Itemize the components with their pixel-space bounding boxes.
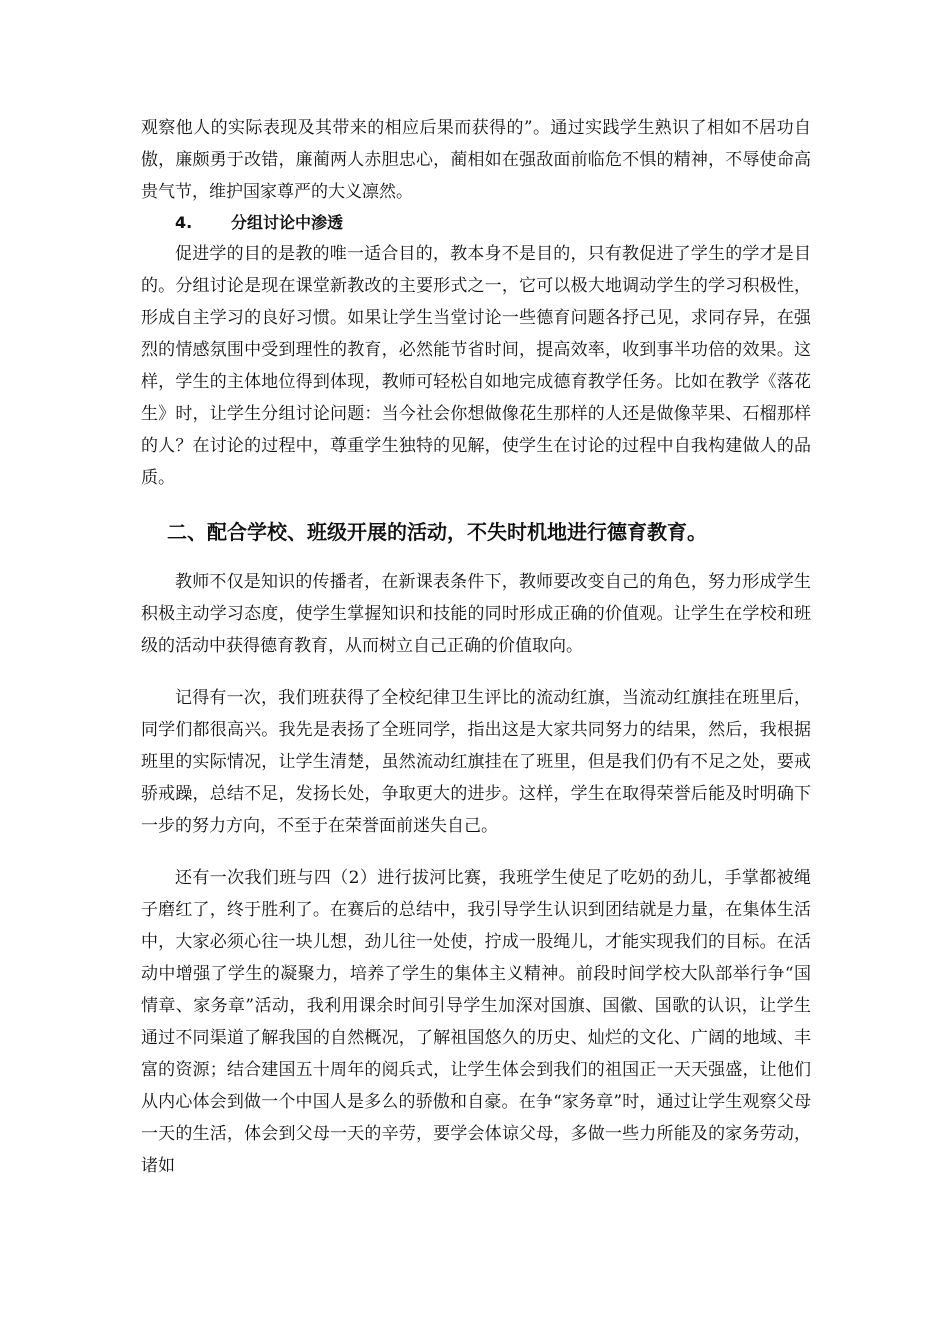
subsection-title: 分组讨论中渗透 [231, 213, 344, 232]
intro-paragraph: 观察他人的实际表现及其带来的相应后果而获得的”。通过实践学生熟识了相如不居功自傲，廉颇勇于改错，廉蔺两人赤胆忠心，蔺相如在强敌面前临危不惧的精神，不辱使命高贵气节，维护国家尊严的大义凛然。 [141, 118, 811, 202]
subsection-number: 4. [175, 213, 193, 232]
subsection-heading [141, 208, 811, 238]
subsection-paragraph: 促进学的目的是教的唯一适合目的，教本身不是目的，只有教促进了学生的学才是目的。分组讨论是现在课堂新教改的主要形式之一，它可以极大地调动学生的学习积极性，形成自主学习的良好习惯。如果让学生当堂讨论一些德育问题各抒己见，求同存异，在强烈的情感氛围中受到理性的教育，必然能节省时间，提高效率，收到事半功倍的效果。这样，学生的主体地位得到体现，教师可轻松自如地完成德育教学任务。比如在教学《落花生》时，让学生分组讨论问题：当今社会你想做像花生那样的人还是做像苹果、石榴那样的人？在讨论的过程中，尊重学生独特的见解，使学生在讨论的过程中自我构建做人的品质。 [141, 244, 811, 488]
section-paragraph-3: 还有一次我们班与四（2）进行拔河比赛，我班学生使足了吃奶的劲儿，手掌都被绳子磨红了，终于胜利了。在赛后的总结中，我引导学生认识到团结就是力量，在集体生活中，大家必须心往一块儿想，劲儿往一处使，拧成一股绳儿，才能实现我们的目标。在活动中增强了学生的凝聚力，培养了学生的集体主义精神。前段时间学校大队部举行争“国情章、家务章”活动，我利用课余时间引导学生加深对国旗、国徽、国歌的认识，让学生通过不同渠道了解我国的自然概况，了解祖国悠久的历史、灿烂的文化、广阔的地域、丰富的资源；结合建国五十周年的阅兵式，让学生体会到我们的祖国正一天天强盛，让他们从内心体会到做一个中国人是多么的骄傲和自豪。在争“家务章”时，通过让学生观察父母一天的生活，体会到父母一天的辛劳，要学会体谅父母，多做一些力所能及的家务劳动，诸如 [141, 868, 811, 1176]
section-heading: 二、配合学校、班级开展的活动，不失时机地进行德育教育。 [167, 520, 707, 544]
document-body [141, 112, 811, 1182]
section-paragraph-2: 记得有一次，我们班获得了全校纪律卫生评比的流动红旗，当流动红旗挂在班里后，同学们都很高兴。我先是表扬了全班同学，指出这是大家共同努力的结果，然后，我根据班里的实际情况，让学生清楚，虽然流动红旗挂在了班里，但是我们仍有不足之处，要戒骄戒躁，总结不足，发扬长处，争取更大的进步。这样，学生在取得荣誉后能及时明确下一步的努力方向，不至于在荣誉面前迷失自己。 [141, 688, 811, 836]
section-paragraph-1: 教师不仅是知识的传播者，在新课表条件下，教师要改变自己的角色，努力形成学生积极主动学习态度，使学生掌握知识和技能的同时形成正确的价值观。让学生在学校和班级的活动中获得德育教育，从而树立自己正确的价值取向。 [141, 572, 811, 656]
